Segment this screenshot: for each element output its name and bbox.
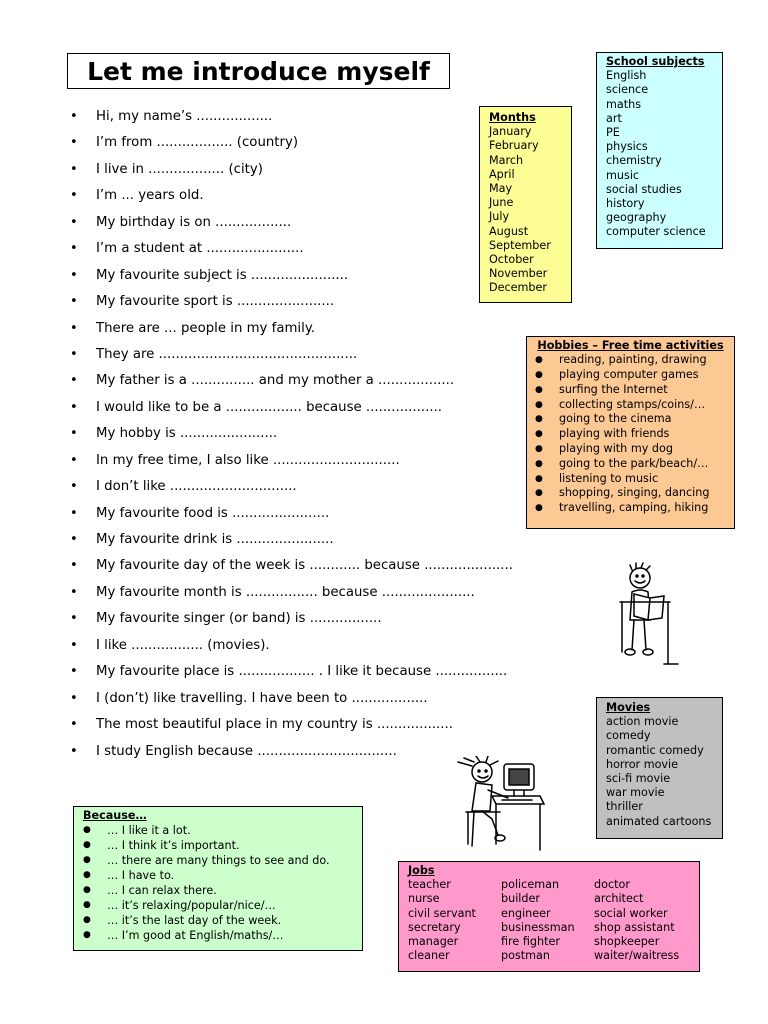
sentence-item: • My favourite day of the week is ............ because ..................... <box>70 553 513 579</box>
job-item: builder <box>501 892 540 906</box>
sentence-item: • My hobby is ....................... <box>70 421 513 447</box>
school-subjects-heading: School subjects <box>606 55 705 68</box>
months-heading: Months <box>489 111 536 124</box>
hobby-text: shopping, singing, dancing <box>559 486 710 500</box>
sentence-text: I don’t like .............................. <box>96 479 297 495</box>
sentence-text: In my free time, I also like .............................. <box>96 452 400 468</box>
hobby-text: playing with friends <box>559 427 670 441</box>
bullet-icon: ● <box>535 443 543 454</box>
job-item: teacher <box>408 878 451 892</box>
sentence-item: • I live in .................. (city) <box>70 157 513 183</box>
subject-item: physics <box>606 140 648 154</box>
sentence-text: I’m from .................. (country) <box>96 135 299 151</box>
bullet-icon: ● <box>83 870 91 881</box>
hobby-item <box>535 442 726 457</box>
sentence-item: • I study English because ................................. <box>70 739 513 765</box>
bullet-icon: ● <box>535 414 543 425</box>
subject-item: maths <box>606 97 642 111</box>
bullet-icon: ● <box>535 473 543 484</box>
jobs-column <box>408 878 501 963</box>
because-heading: Because… <box>83 809 147 822</box>
job-item: secretary <box>408 920 461 934</box>
month-item: May <box>489 182 513 196</box>
bullet-icon: ● <box>83 840 91 851</box>
job-item: engineer <box>501 906 551 920</box>
hobby-text: travelling, camping, hiking <box>559 501 709 515</box>
job-item: shopkeeper <box>594 935 660 949</box>
hobbies-box <box>526 336 735 529</box>
sentence-text: My favourite month is ................. because ...................... <box>96 584 475 600</box>
because-text: … it’s the last day of the week. <box>107 914 282 928</box>
hobby-text: listening to music <box>559 471 659 485</box>
subject-item: history <box>606 197 645 211</box>
month-item: January <box>489 125 532 139</box>
because-item <box>83 868 353 883</box>
month-item: July <box>489 210 510 224</box>
month-item: August <box>489 224 529 238</box>
month-item: March <box>489 153 524 167</box>
sentence-text: I (don’t) like travelling. I have been to .................. <box>96 690 428 706</box>
sentence-item: • The most beautiful place in my country is .................. <box>70 712 513 738</box>
job-item: policeman <box>501 878 560 892</box>
month-item: October <box>489 253 534 267</box>
jobs-columns <box>408 878 690 963</box>
sentence-item: • I (don’t) like travelling. I have been to .................. <box>70 686 513 712</box>
bullet-icon: ● <box>83 885 91 896</box>
sentence-text: I’m a student at ....................... <box>96 241 304 257</box>
month-item: June <box>489 196 514 210</box>
bullet-icon: ● <box>535 429 543 440</box>
movie-item: animated cartoons <box>606 814 712 828</box>
bullet-icon: ● <box>83 855 91 866</box>
months-box <box>479 106 572 303</box>
bullet-icon: ● <box>535 370 543 380</box>
job-item: manager <box>408 935 459 949</box>
hobby-item <box>535 486 726 501</box>
sentence-text: I like ................. (movies). <box>96 637 270 653</box>
month-item: November <box>489 267 548 281</box>
hobby-item <box>535 472 726 487</box>
because-text: … there are many things to see and do. <box>107 854 330 868</box>
month-item: December <box>489 281 548 295</box>
job-item: businessman <box>501 920 575 934</box>
hobby-text: reading, painting, drawing <box>559 353 707 367</box>
sentence-item: • My favourite month is ................. because ...................... <box>70 580 513 606</box>
subject-item: English <box>606 69 647 83</box>
sentence-text: My favourite place is .................. . I like it because ................. <box>96 664 508 680</box>
sentence-text: They are ............................................... <box>96 346 358 362</box>
movie-item: war movie <box>606 786 665 800</box>
sentence-item: • There are ... people in my family. <box>70 316 513 342</box>
job-item: doctor <box>594 878 630 892</box>
sentence-item: • I don’t like .............................. <box>70 474 513 500</box>
bullet-icon: ● <box>535 503 543 514</box>
because-box <box>73 806 363 951</box>
hobbies-heading: Hobbies – Free time activities <box>537 339 724 352</box>
subject-item: PE <box>606 126 620 140</box>
job-item: architect <box>594 892 644 906</box>
hobby-text: playing with my dog <box>559 441 673 455</box>
because-item <box>83 838 353 853</box>
jobs-box <box>398 861 700 972</box>
because-text: … I think it’s important. <box>107 839 240 853</box>
month-item: February <box>489 139 539 153</box>
sentence-text: There are ... people in my family. <box>96 320 316 336</box>
sentence-text: My birthday is on .................. <box>96 214 292 230</box>
hobby-item <box>535 368 726 383</box>
sentence-item: • My favourite place is .................. . I like it because ................. <box>70 659 513 685</box>
sentence-text: I would like to be a .................. because .................. <box>96 399 442 415</box>
sentence-text: My favourite sport is ....................... <box>96 294 335 310</box>
hobby-text: collecting stamps/coins/… <box>559 397 706 411</box>
sentence-text: My favourite singer (or band) is ................. <box>96 611 382 627</box>
sentence-item: • I’m from .................. (country) <box>70 130 513 156</box>
sentence-item: • I’m ... years old. <box>70 183 513 209</box>
hobby-item <box>535 412 726 427</box>
sentence-item: • My favourite subject is ....................... <box>70 263 513 289</box>
sentence-item: • My favourite singer (or band) is ................. <box>70 606 513 632</box>
job-item: cleaner <box>408 949 450 963</box>
jobs-column <box>501 878 594 963</box>
movie-item: romantic comedy <box>606 743 704 757</box>
because-text: … I can relax there. <box>107 884 217 898</box>
sentence-item: • My birthday is on .................. <box>70 210 513 236</box>
page-title: Let me introduce myself <box>67 53 450 89</box>
bullet-icon: ● <box>535 384 543 395</box>
sentence-item: • My father is a ............... and my mother a .................. <box>70 368 513 394</box>
hobby-item <box>535 427 726 442</box>
sentence-item: • They are ............................................... <box>70 342 513 368</box>
bullet-icon: ● <box>83 930 91 941</box>
because-item <box>83 823 353 838</box>
subject-item: art <box>606 111 622 125</box>
sentence-text: My father is a ............... and my mother a .................. <box>96 373 455 389</box>
movie-item: comedy <box>606 729 651 743</box>
bullet-icon: ● <box>535 458 543 469</box>
movie-item: thriller <box>606 800 643 814</box>
subject-item: social studies <box>606 182 682 196</box>
sentence-text: My favourite drink is ....................... <box>96 532 334 547</box>
month-item: April <box>489 167 515 181</box>
because-item <box>83 913 353 928</box>
sentence-list <box>70 104 513 765</box>
movie-item: sci-fi movie <box>606 772 671 786</box>
job-item: social worker <box>594 906 668 920</box>
sentence-text: My favourite food is ....................... <box>96 505 330 521</box>
hobby-text: playing computer games <box>559 368 699 381</box>
child-computer-illustration <box>452 756 548 852</box>
because-item <box>83 883 353 898</box>
sentence-text: Hi, my name’s .................. <box>96 109 273 124</box>
sentence-item: • Hi, my name’s .................. <box>70 104 513 130</box>
subject-item: science <box>606 83 649 97</box>
sentence-item: • I’m a student at ....................... <box>70 236 513 262</box>
hobby-item <box>535 501 726 516</box>
sentence-text: My hobby is ....................... <box>96 426 278 442</box>
subject-item: chemistry <box>606 154 662 168</box>
hobby-item <box>535 383 726 398</box>
sentence-text: I study English because ................................. <box>96 743 397 759</box>
sentence-item: • I like ................. (movies). <box>70 633 513 659</box>
job-item: nurse <box>408 892 440 906</box>
bullet-icon: ● <box>535 355 543 366</box>
sentence-item: • My favourite sport is ....................... <box>70 289 513 315</box>
job-item: postman <box>501 949 551 963</box>
hobby-item <box>535 353 726 368</box>
sentence-item: • I would like to be a .................. because .................. <box>70 395 513 421</box>
subject-item: computer science <box>606 225 706 239</box>
hobby-text: surfing the Internet <box>559 382 668 396</box>
because-text: … it’s relaxing/popular/nice/… <box>107 899 276 913</box>
sentence-item: • My favourite drink is ....................... <box>70 527 513 553</box>
bullet-icon: ● <box>535 399 543 410</box>
hobby-text: going to the park/beach/… <box>559 456 709 470</box>
because-text: … I like it a lot. <box>107 824 191 838</box>
sentence-item: • My favourite food is ....................... <box>70 501 513 527</box>
bullet-icon: ● <box>83 900 91 911</box>
hobby-item <box>535 398 726 413</box>
hobby-text: going to the cinema <box>559 412 672 426</box>
because-text: … I have to. <box>107 869 175 883</box>
child-reading-illustration <box>608 562 690 668</box>
subject-item: geography <box>606 211 667 225</box>
sentence-text: I live in .................. (city) <box>96 161 263 177</box>
movie-item: horror movie <box>606 757 679 771</box>
because-item <box>83 898 353 913</box>
subject-item: music <box>606 168 640 182</box>
because-item <box>83 853 353 868</box>
school-subjects-box <box>596 52 723 249</box>
sentence-item: • In my free time, I also like .............................. <box>70 448 513 474</box>
sentence-text: I’m ... years old. <box>96 188 204 204</box>
bullet-icon: ● <box>83 915 91 926</box>
job-item: fire fighter <box>501 935 560 949</box>
bullet-icon: ● <box>535 488 543 499</box>
sentence-text: The most beautiful place in my country is .................. <box>96 717 453 733</box>
jobs-column <box>594 878 687 963</box>
movies-box <box>596 697 723 839</box>
sentence-text: My favourite day of the week is ............ because ..................... <box>96 558 513 574</box>
bullet-icon: ● <box>83 825 91 836</box>
because-text: … I’m good at English/maths/… <box>107 929 284 943</box>
hobby-item <box>535 457 726 472</box>
movies-heading: Movies <box>606 701 651 714</box>
job-item: waiter/waitress <box>594 949 680 963</box>
jobs-heading: Jobs <box>408 864 435 877</box>
because-item <box>83 928 353 943</box>
job-item: shop assistant <box>594 920 675 934</box>
month-item: September <box>489 238 551 252</box>
sentence-text: My favourite subject is ....................... <box>96 267 349 283</box>
movie-item: action movie <box>606 715 679 729</box>
job-item: civil servant <box>408 906 476 920</box>
